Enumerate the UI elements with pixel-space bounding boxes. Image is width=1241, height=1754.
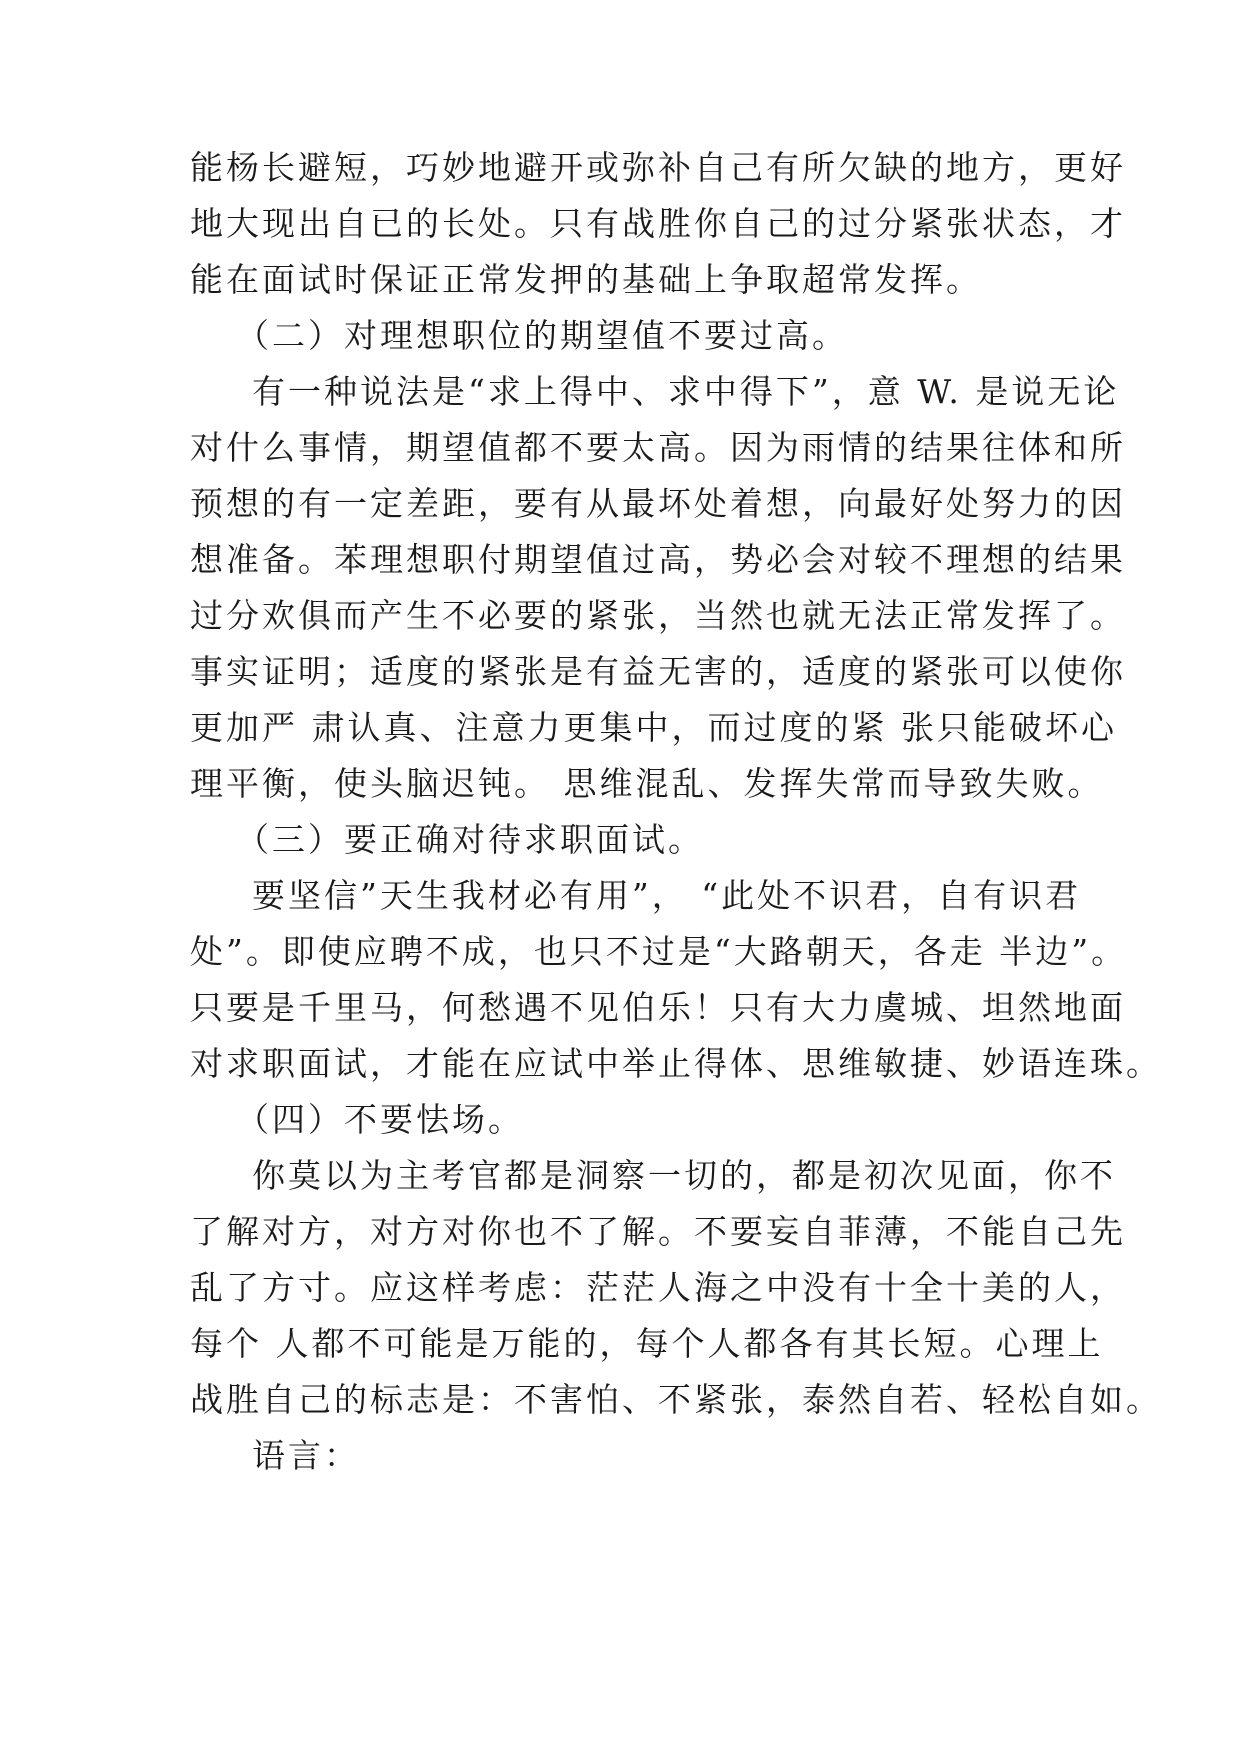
section-heading: （三）要正确对待求职面试。 [236,820,704,859]
text-line: 对什么事情，期望值都不要太高。因为雨情的结果往体和所 [190,428,1126,467]
text-line: 要坚信”天生我材必有用”， “此处不识君，自有识君 [252,876,1082,915]
text-line: 对求职面试，才能在应试中举止得体、思维敏捷、妙语连珠。 [190,1044,1162,1083]
text-line: 每个 人都不可能是万能的，每个人都各有其长短。心理上 [190,1324,1104,1363]
text-line: 语言： [252,1436,360,1475]
text-line: 战胜自己的标志是：不害怕、不紧张，泰然自若、轻松自如。 [190,1380,1162,1419]
text-line: 过分欢俱而产生不必要的紧张，当然也就无法正常发挥了。 [190,596,1126,635]
text-line: 地大现出自已的长处。只有战胜你自己的过分紧张状态，才 [190,204,1126,243]
text-line: 预想的有一定差距，要有从最坏处着想，向最好处努力的因 [190,484,1126,523]
text-line: 能杨长避短，巧妙地避开或弥补自己有所欠缺的地方，更好 [190,148,1126,187]
text-line: 事实证明；适度的紧张是有益无害的，适度的紧张可以使你 [190,652,1126,691]
text-line: 乱了方寸。应这样考虑：茫茫人海之中没有十全十美的人， [190,1268,1126,1307]
section-heading: （二）对理想职位的期望值不要过高。 [236,316,848,355]
text-line: 能在面试时保证正常发押的基础上争取超常发挥。 [190,260,982,299]
section-heading: （四）不要怯场。 [236,1100,524,1139]
text-line: 了解对方，对方对你也不了解。不要妄自菲薄，不能自己先 [190,1212,1126,1251]
text-line: 有一种说法是“求上得中、求中得下”，意 W. 是说无论 [252,372,1120,411]
text-line: 你莫以为主考官都是洞察一切的，都是初次见面，你不 [252,1156,1116,1195]
text-line: 更加严 肃认真、注意力更集中，而过度的紧 张只能破坏心 [190,708,1117,747]
text-line: 处”。即使应聘不成，也只不过是“大路朝天，各走 半边”。 [190,932,1128,971]
text-line: 只要是千里马，何愁遇不见伯乐！只有大力虞城、坦然地面 [190,988,1126,1027]
text-line: 理平衡，使头脑迟钝。 思维混乱、发挥失常而导致失败。 [190,764,1104,803]
text-line: 想准备。苯理想职付期望值过高，势必会对较不理想的结果 [190,540,1126,579]
